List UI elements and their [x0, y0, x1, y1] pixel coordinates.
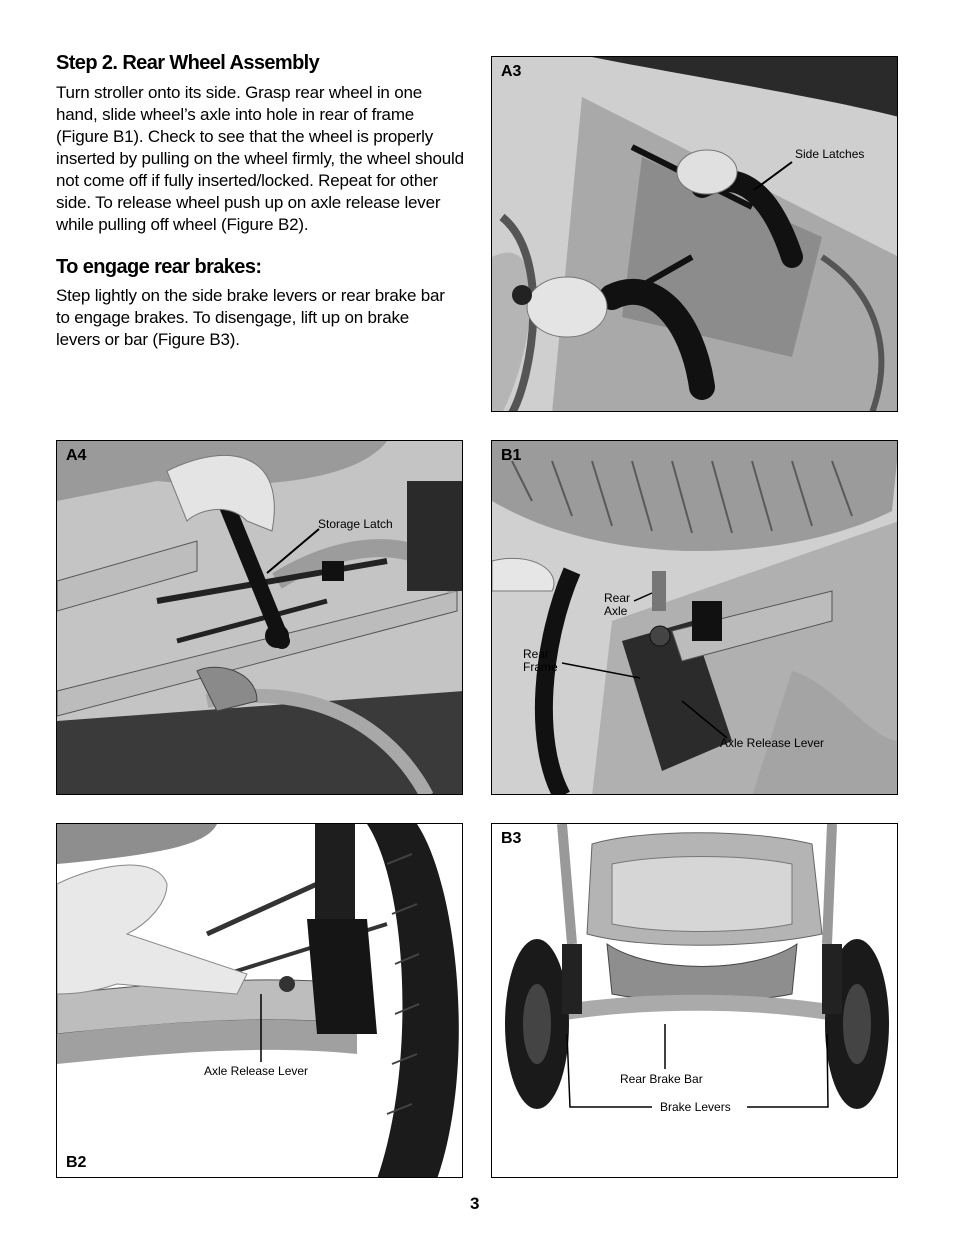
callout-axle-release-lever-b1: Axle Release Lever: [720, 736, 825, 750]
figure-a4-photo: [57, 441, 463, 795]
figure-a3-label: A3: [501, 63, 522, 80]
figure-b2-label: B2: [66, 1154, 87, 1171]
section-heading-rear-brakes: To engage rear brakes:: [56, 256, 262, 278]
figure-b1: [491, 440, 898, 795]
rear-brakes-instructions: Step lightly on the side brake levers or rear brake bar to engage brakes. To disengage, lift up on brake levers or bar (Figure B3).: [56, 286, 445, 349]
figure-b2-photo: [57, 824, 463, 1178]
figure-b1-label: B1: [501, 447, 522, 464]
figure-a4: [56, 440, 463, 795]
figure-a3-photo: [492, 57, 898, 412]
figure-b1-photo: [492, 441, 898, 795]
figure-a3: [491, 56, 898, 412]
figure-b3-photo: [492, 824, 898, 1178]
figure-a4-label: A4: [66, 447, 87, 464]
callout-rear-axle: Rear Axle: [604, 591, 631, 618]
figure-b3-label: B3: [501, 830, 522, 847]
callout-rear-brake-bar: Rear Brake Bar: [620, 1072, 703, 1086]
callout-brake-levers: Brake Levers: [660, 1100, 731, 1114]
figure-b2: [56, 823, 463, 1178]
callout-storage-latch: Storage Latch: [318, 517, 393, 531]
callout-side-latches: Side Latches: [795, 147, 865, 161]
callout-rear-frame: Rear Frame: [523, 647, 558, 674]
figure-b3: [491, 823, 898, 1178]
rear-wheel-instructions: Turn stroller onto its side. Grasp rear wheel in one hand, slide wheel’s axle into hole in rear of frame (Figure B1). Check to see that the wheel is properly inserted by pulling on the wheel firmly, the wheel should not come off if fully inserted/locked. Repeat for other side. To release wheel push up on axle release lever while pulling off wheel (Figure B2).: [56, 83, 464, 234]
section-heading-rear-wheel: Step 2. Rear Wheel Assembly: [56, 52, 320, 74]
page-number: 3: [470, 1194, 480, 1213]
callout-axle-release-lever-b2: Axle Release Lever: [204, 1064, 309, 1078]
